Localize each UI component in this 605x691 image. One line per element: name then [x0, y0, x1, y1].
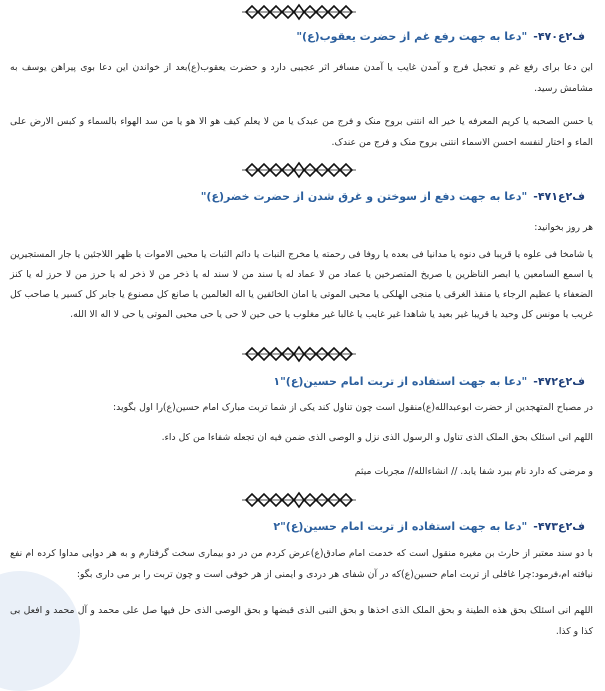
section-heading [40, 30, 585, 43]
paragraph: این دعا برای رفع غم و تعجیل فرج و آمدن غایب یا آمدن مسافر اثر عجیبی دارد و حضرت یعقوب(ع)بعد از خواندن این دعا بوی پیراهن یوسف به مشامش رسید. [10, 62, 593, 94]
section-heading [40, 375, 585, 388]
paragraph: یا شامخا فی علوه یا قریبا فی دنوه یا مدانیا فی بعده یا روفا فی رحمته یا مخرج النبات یا دائم الثبات یا محیی الاموات یا ظهر اللاجئین یا جار المستجیرین یا اسمع السامعین یا ابصر الناظرین یا صریخ المتصرخین یا عماد من لا عماد له یا سند من لا سند له یا ذخر من لا ذخر له یا حرز من لا حرز له یا کنز الضعفاء یا عظیم الرجاء یا منقذ الغرقی یا منجی الهلکی یا محیی الموتی یا امان الخائفین یا اله العالمین یا صانع کل مصنوع یا جابر کل کسیر یا صاحب کل غریب یا مونس کل وحید یا قریبا غیر بعید یا شاهدا غیر غایب یا غالبا غیر مغلوب یا حی حین لا حی یا حی محیی الموتی یا حی لا اله الا الله. [10, 249, 593, 320]
section-title: "دعا به جهت رفع غم از حضرت یعقوب(ع)" [296, 30, 528, 43]
paragraph: و مرضی که دارد نام ببرد شفا یابد. // انشاءالله// مجربات میثم [354, 466, 593, 477]
section-title: "دعا به جهت استفاده از تربت امام حسین(ع)"۲ [273, 520, 528, 533]
section-number: ف۲ع۴۷۱- [533, 190, 585, 203]
section-number: ف۲ع۴۷۰- [533, 30, 585, 43]
section-title: "دعا به جهت استفاده از تربت امام حسین(ع)"۱ [273, 375, 528, 388]
ornament-divider-icon [240, 160, 358, 180]
section-title: "دعا به جهت دفع از سوختن و غرق شدن از حضرت خضر(ع)" [200, 190, 528, 203]
section-heading [40, 190, 585, 203]
paragraph: هر روز بخوانید: [534, 222, 593, 233]
section-number: ف۲ع۴۷۲- [533, 375, 585, 388]
paragraph: اللهم انی اسئلک بحق هذه الطینة و بحق الملک الذی اخذها و بحق النبی الذی قبضها و بحق الوصی الذی حل فیها صل علی محمد و آل محمد و افعل بی کذا و کذا. [10, 605, 593, 637]
ornament-divider-icon [240, 2, 358, 22]
section-number: ف۲ع۴۷۳- [533, 520, 585, 533]
paragraph: یا حسن الصحبه یا کریم المعرفه یا خیر اله انتنی بروح منک و فرج من عبدک یا من لا یعلم کیف هو الا هو یا من سد الهواء بالسماء و کبس الارض علی الماء و اختار لنفسه احسن الاسماء انتنی بروح منک و فرج من عندک. [10, 116, 593, 148]
ornament-divider-icon [240, 490, 358, 510]
paragraph: با دو سند معتبر از حارث بن مغیره منقول است که خدمت امام صادق(ع)عرض کردم من در دو بیماری سخت گرفتارم و به هر دوایی مداوا کرده ام نفع نیافته ام،فرمود:چرا غافلی از تربت امام حسین(ع)که در آن شفای هر دردی و ایمنی از هر خوفی است و چون تربت را بر می داری بگو: [10, 548, 593, 580]
paragraph: اللهم انی اسئلک بحق الملک الذی تناول و الرسول الذی نزل و الوصی الذی ضمن فیه ان تجعله شفاءا من کل داء. [161, 432, 593, 443]
paragraph: در مصباح المتهجدین از حضرت ابوعبدالله(ع)منقول است چون تناول کند یکی از شما تربت مبارک امام حسین(ع)را اول بگوید: [113, 402, 593, 413]
section-heading [40, 520, 585, 533]
ornament-divider-icon [240, 344, 358, 364]
